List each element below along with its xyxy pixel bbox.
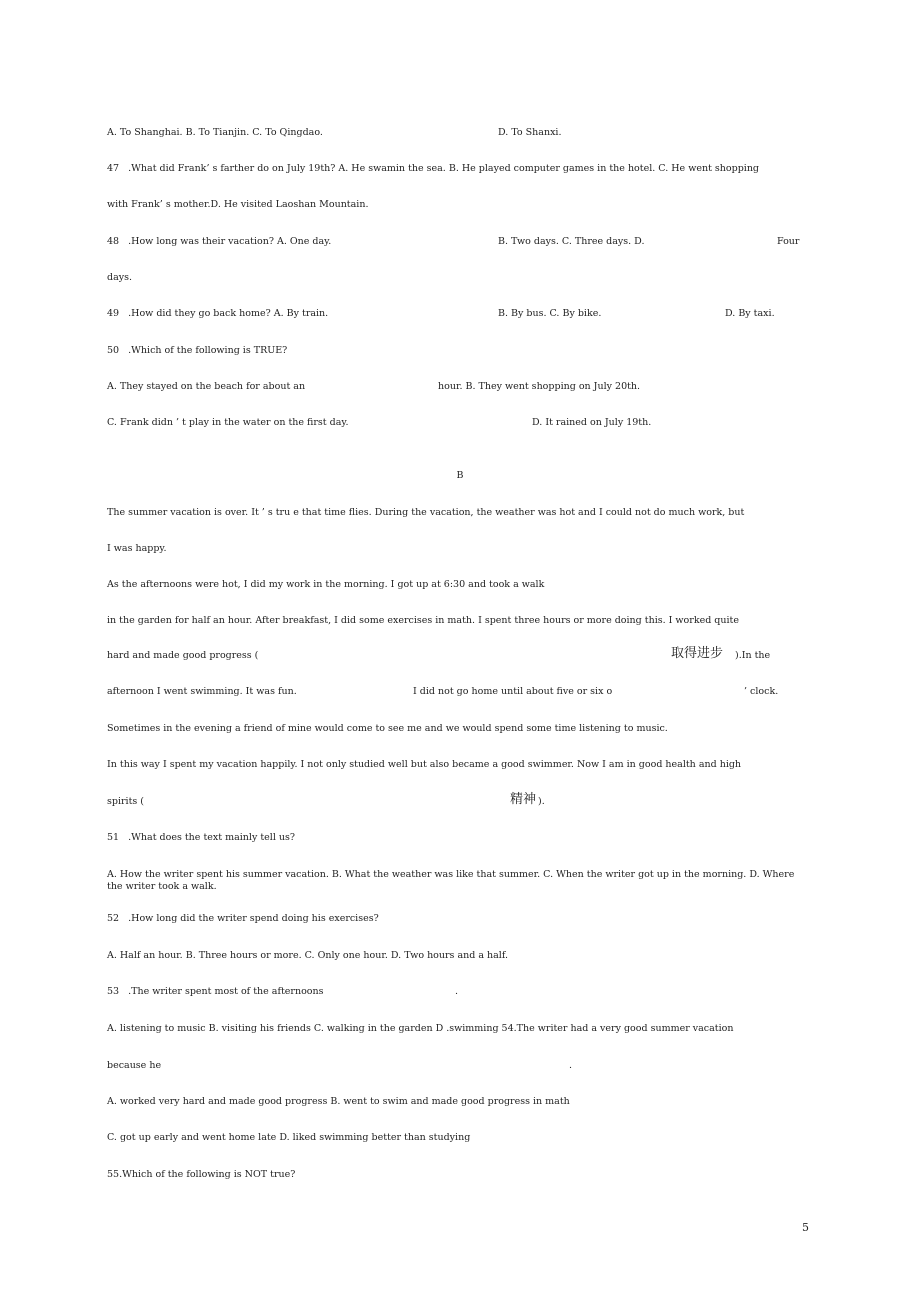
q54-blank-end: . — [569, 1060, 573, 1071]
passage-p2-line4a: afternoon I went swimming. It was fun. — [107, 686, 297, 697]
passage-gloss-spirits: 精神 — [510, 792, 537, 807]
q50-option-d: D. It rained on July 19th. — [532, 417, 652, 428]
q53-options-q54-stem: A. listening to music B. visiting his friends C. walking in the garden D .swimming 54.The writer had a very good summer vacation — [107, 1023, 734, 1034]
q48-option-d-cont: days. — [107, 272, 133, 283]
passage-p1-line2: I was happy. — [107, 543, 167, 554]
passage-gloss-progress: 取得进步 — [671, 646, 724, 661]
q49-options-bc: B. By bus. C. By bike. — [498, 308, 602, 319]
passage-p2-line3b: ).In the — [735, 650, 771, 661]
q54-stem: because he — [107, 1060, 162, 1071]
passage-p3: Sometimes in the evening a friend of mine would come to see me and we would spend some time listening to music. — [107, 723, 668, 734]
q52-options: A. Half an hour. B. Three hours or more. C. Only one hour. D. Two hours and a half. — [107, 950, 509, 961]
passage-p1-line1: The summer vacation is over. It ’ s tru e that time flies. During the vacation, the weather was hot and I could not do much work, but — [107, 507, 745, 518]
q54-options-cd: C. got up early and went home late D. liked swimming better than studying — [107, 1132, 471, 1143]
passage-p2-line4b: I did not go home until about five or six o — [413, 686, 613, 697]
q46-option-d: D. To Shanxi. — [498, 127, 562, 138]
passage-p4-line1: In this way I spent my vacation happily. I not only studied well but also became a good swimmer. Now I am in good health and high — [107, 759, 742, 770]
q54-options-ab: A. worked very hard and made good progress B. went to swim and made good progress in math — [107, 1096, 570, 1107]
passage-p4-line2a: spirits ( — [107, 796, 144, 807]
page-number: 5 — [802, 1221, 809, 1234]
q53-stem: 53 .The writer spent most of the afternoons — [107, 986, 324, 997]
q48-option-d: Four — [777, 236, 800, 247]
q48-options-bc: B. Two days. C. Three days. D. — [498, 236, 645, 247]
section-b-heading: B — [456, 470, 464, 481]
q50-option-a1: A. They stayed on the beach for about an — [107, 381, 306, 392]
q47-line2: with Frank’ s mother.D. He visited Laoshan Mountain. — [107, 199, 369, 210]
q55-stem: 55.Which of the following is NOT true? — [107, 1169, 296, 1180]
q49-option-d: D. By taxi. — [725, 308, 775, 319]
q53-blank-end: . — [455, 986, 459, 997]
passage-p2-line3a: hard and made good progress ( — [107, 650, 259, 661]
passage-p2-line1: As the afternoons were hot, I did my work in the morning. I got up at 6:30 and took a walk — [107, 579, 545, 590]
passage-p2-line2: in the garden for half an hour. After breakfast, I did some exercises in math. I spent three hours or more doing this. I worked quite — [107, 615, 739, 626]
q47-line1: 47 .What did Frank’ s farther do on July 19th? A. He swamin the sea. B. He played computer games in the hotel. C. He went shopping — [107, 163, 760, 174]
q50-option-a2: hour. B. They went shopping on July 20th. — [438, 381, 641, 392]
q51-options: A. How the writer spent his summer vacation. B. What the weather was like that summer. C. When the writer got up in the morning. D. Where the writer took a walk. — [107, 869, 795, 892]
q50-option-c: C. Frank didn ’ t play in the water on the first day. — [107, 417, 349, 428]
passage-p4-line2b: ). — [538, 796, 545, 807]
passage-p2-line4c: ’ clock. — [744, 686, 779, 697]
q50-stem: 50 .Which of the following is TRUE? — [107, 345, 288, 356]
q52-stem: 52 .How long did the writer spend doing his exercises? — [107, 913, 379, 924]
q49-stem: 49 .How did they go back home? A. By train. — [107, 308, 329, 319]
q46-options-abc: A. To Shanghai. B. To Tianjin. C. To Qingdao. — [107, 127, 323, 138]
q48-stem: 48 .How long was their vacation? A. One day. — [107, 236, 332, 247]
q51-stem: 51 .What does the text mainly tell us? — [107, 832, 295, 843]
